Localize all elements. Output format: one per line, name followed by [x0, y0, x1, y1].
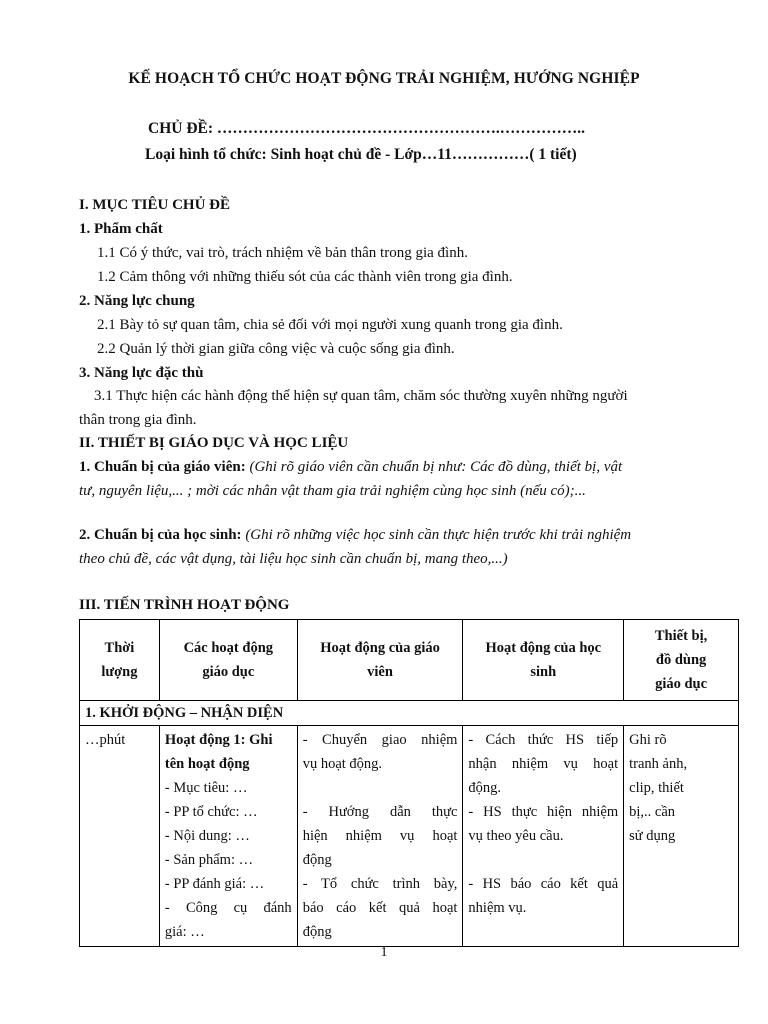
item-2-1: 2.1 Bày tỏ sự quan tâm, chia sẻ đối với mọi người xung quanh trong gia đình.	[97, 317, 563, 333]
col-header-teacher: Hoạt động của giáo viên	[297, 620, 463, 701]
section2-heading: II. THIẾT BỊ GIÁO DỤC VÀ HỌC LIỆU	[79, 435, 349, 451]
col-header-equipment: Thiết bị, đồ dùng giáo dục	[624, 620, 739, 701]
section1-sub-general: 2. Năng lực chung	[79, 293, 195, 309]
student-prep-line2: theo chủ đề, các vật dụng, tài liệu học sinh cần chuẩn bị, mang theo,...)	[79, 551, 508, 567]
student-prep-text: (Ghi rõ những việc học sinh cần thực hiện trước khi trải nghiệm	[241, 527, 632, 543]
teacher-prep-label: 1. Chuẩn bị của giáo viên:	[79, 459, 246, 475]
activity-table	[79, 619, 739, 947]
cell-equipment: Ghi rõ tranh ảnh, clip, thiết bị,.. cần sử dụng	[624, 726, 739, 947]
form-type-line: Loại hình tổ chức: Sinh hoạt chủ đề - Lớp…11……………( 1 tiết)	[145, 146, 577, 163]
table-row	[80, 726, 739, 947]
student-prep-line1	[79, 524, 631, 546]
topic-line: CHỦ ĐỀ: ……………………………………………….……………..	[148, 120, 586, 137]
item-3-1-line1: 3.1 Thực hiện các hành động thể hiện sự quan tâm, chăm sóc thường xuyên những người	[94, 388, 628, 404]
student-prep-label: 2. Chuẩn bị của học sinh:	[79, 527, 242, 543]
table-group-row	[80, 701, 739, 726]
section1-sub-quality: 1. Phẩm chất	[79, 221, 163, 237]
cell-teacher-activity: - Chuyển giao nhiệm vụ hoạt động. - Hướng dẫn thực hiện nhiệm vụ hoạt động - Tổ chức trình bày, báo cáo kết quả hoạt động	[297, 726, 463, 947]
group-heading-start: 1. KHỞI ĐỘNG – NHẬN DIỆN	[80, 701, 739, 726]
section1-heading: I. MỤC TIÊU CHỦ ĐỀ	[79, 197, 230, 213]
page-number: 1	[380, 945, 388, 960]
item-2-2: 2.2 Quản lý thời gian giữa công việc và cuộc sống gia đình.	[97, 341, 455, 357]
section1-sub-specific: 3. Năng lực đặc thù	[79, 365, 204, 381]
cell-activity: Hoạt động 1: Ghi tên hoạt động - Mục tiêu: … - PP tổ chức: … - Nội dung: … - Sản phẩm: … - PP đánh giá: … - Công cụ đánh giá: …	[159, 726, 297, 947]
teacher-prep-line1	[79, 456, 622, 478]
item-3-1-line2: thân trong gia đình.	[79, 412, 197, 428]
section3-heading: III. TIẾN TRÌNH HOẠT ĐỘNG	[79, 597, 290, 613]
col-header-duration: Thời lượng	[80, 620, 160, 701]
cell-student-activity: - Cách thức HS tiếp nhận nhiệm vụ hoạt động. - HS thực hiện nhiệm vụ theo yêu cầu. - HS báo cáo kết quả nhiệm vụ.	[463, 726, 624, 947]
col-header-student: Hoạt động của học sinh	[463, 620, 624, 701]
cell-duration: …phút	[80, 726, 160, 947]
item-1-1: 1.1 Có ý thức, vai trò, trách nhiệm về bản thân trong gia đình.	[97, 245, 468, 261]
teacher-prep-text: (Ghi rõ giáo viên cần chuẩn bị như: Các đồ dùng, thiết bị, vật	[245, 459, 623, 475]
item-1-2: 1.2 Cảm thông với những thiếu sót của các thành viên trong gia đình.	[97, 269, 513, 285]
document-title: KẾ HOẠCH TỔ CHỨC HOẠT ĐỘNG TRẢI NGHIỆM, HƯỚNG NGHIỆP	[128, 70, 640, 87]
teacher-prep-line2: tư, nguyên liệu,... ; mời các nhân vật tham gia trải nghiệm cùng học sinh (nếu có);...	[79, 483, 586, 499]
col-header-activities: Các hoạt động giáo dục	[159, 620, 297, 701]
table-header-row	[80, 620, 739, 701]
